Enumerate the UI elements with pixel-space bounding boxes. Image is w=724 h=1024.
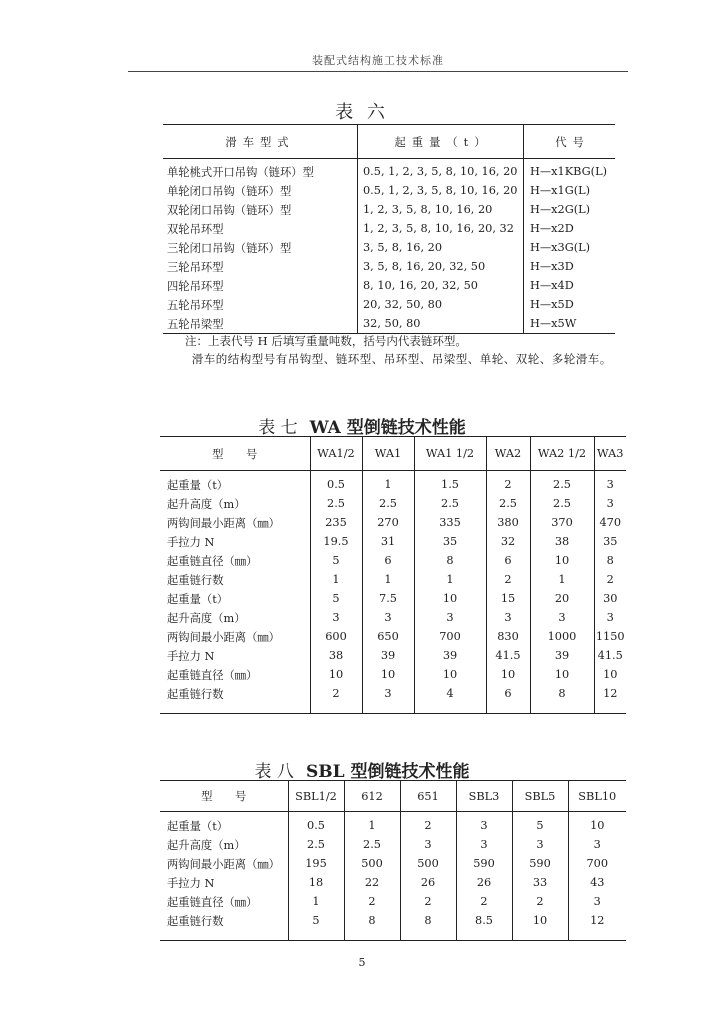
table6-cell: 1, 2, 3, 5, 8, 10, 16, 20, 32 (358, 219, 524, 238)
table7-cell: 2 (486, 570, 530, 589)
table7-cell: 6 (486, 684, 530, 714)
table7-cell: 38 (530, 532, 594, 551)
table7-header-row (160, 437, 626, 471)
table6-cell: 1, 2, 3, 5, 8, 10, 16, 20 (358, 200, 524, 219)
table6-cell: 单轮闭口吊钩（链环）型 (163, 181, 358, 200)
table8-cell: 3 (593, 895, 601, 908)
table7-cell: 0.5 (310, 471, 362, 495)
table7-cell: 3 (362, 684, 414, 714)
table8-title-main: SBL 型倒链技术性能 (305, 762, 470, 782)
table8-cell: 5 (288, 911, 344, 941)
table7-cell: 两钩间最小距离（㎜） (160, 627, 310, 646)
table6-row (163, 159, 615, 182)
table8-header-cell: SBL3 (456, 781, 512, 812)
table7-cell: 手拉力 N (160, 532, 310, 551)
table7-cell: 2.5 (530, 494, 594, 513)
table7-cell: 6 (486, 551, 530, 570)
table7-cell: 2 (486, 471, 530, 495)
table7-cell: 700 (414, 627, 486, 646)
table7-cell: 6 (362, 551, 414, 570)
table7-row (160, 608, 626, 627)
table7-title (0, 413, 724, 438)
table7-row (160, 513, 626, 532)
table6-header-row (163, 125, 615, 159)
table8-cell: 0.5 (288, 812, 344, 836)
table7-cell: 1 (362, 570, 414, 589)
table6-cell: 3, 5, 8, 16, 20, 32, 50 (358, 257, 524, 276)
table7-cell: 39 (530, 646, 594, 665)
table6-title: 表 六 (335, 102, 389, 123)
table8-cell: 12 (590, 914, 605, 927)
table6-row (163, 200, 615, 219)
table8-cell: 10 (590, 819, 605, 832)
table7-row (160, 532, 626, 551)
table8-cell: 起重链直径（㎜） (160, 892, 288, 911)
table8-header-row (160, 781, 626, 812)
table6-note: 注：上表代号 H 后填写重量吨数，括号内代表链环型。 (185, 334, 467, 348)
table8-cell: 2.5 (288, 835, 344, 854)
table6-cell: 0.5, 1, 2, 3, 5, 8, 10, 16, 20 (358, 159, 524, 182)
table7-cell: 39 (362, 646, 414, 665)
table8-header-cell: 612 (344, 781, 400, 812)
table7-cell: 3 (606, 611, 614, 624)
header-rule (128, 71, 628, 72)
table8-cell: 18 (288, 873, 344, 892)
table8-header-cell: 651 (400, 781, 456, 812)
table7-cell: 15 (486, 589, 530, 608)
table7-cell: 35 (603, 535, 618, 548)
table8-cell: 26 (456, 873, 512, 892)
running-header: 装配式结构施工技术标准 (312, 54, 444, 67)
table7-cell: 起重量（t） (160, 471, 310, 495)
table8-cell: 500 (400, 854, 456, 873)
table7-cell: 3 (310, 608, 362, 627)
table8-header-cell: 型 号 (160, 781, 288, 812)
table6-cell: H—x4D (530, 279, 574, 292)
table8-cell: 起重链行数 (160, 911, 288, 941)
table7-cell: 2.5 (486, 494, 530, 513)
table7-cell: 1 (310, 570, 362, 589)
table8-cell: 3 (593, 838, 601, 851)
table7-cell: 5 (310, 551, 362, 570)
table8-cell: 3 (400, 835, 456, 854)
table7-cell: 30 (603, 592, 618, 605)
table7-cell: 10 (310, 665, 362, 684)
table6-row (163, 276, 615, 295)
table8-cell: 2 (456, 892, 512, 911)
table7-cell: 32 (486, 532, 530, 551)
table8-header-cell: SBL5 (512, 781, 568, 812)
table6-cell: 三轮吊环型 (163, 257, 358, 276)
table7-cell: 起重链行数 (160, 570, 310, 589)
table7-header-cell: 型 号 (160, 437, 310, 471)
table6-cell: 20, 32, 50, 80 (358, 295, 524, 314)
table7-cell: 1.5 (414, 471, 486, 495)
table8 (160, 780, 626, 941)
table8-cell: 590 (456, 854, 512, 873)
table8-cell: 8.5 (456, 911, 512, 941)
table8-cell: 5 (512, 812, 568, 836)
table7-cell: 7.5 (362, 589, 414, 608)
table7-cell: 3 (606, 478, 614, 491)
table7-title-main: WA 型倒链技术性能 (309, 418, 466, 438)
table6-row (163, 295, 615, 314)
table7-cell: 600 (310, 627, 362, 646)
table7-cell: 2 (310, 684, 362, 714)
table8-title-prefix: 表 八 (254, 762, 294, 782)
table7-cell: 起重链直径（㎜） (160, 665, 310, 684)
table6-cell: H—x3D (530, 260, 574, 273)
table7-cell: 10 (530, 551, 594, 570)
table7-cell: 起重量（t） (160, 589, 310, 608)
table7-row (160, 570, 626, 589)
table6-cell: 三轮闭口吊钩（链环）型 (163, 238, 358, 257)
table7-header-cell: WA1 1/2 (414, 437, 486, 471)
table7-cell: 1 (362, 471, 414, 495)
table8-cell: 2 (400, 812, 456, 836)
table8-row (160, 873, 626, 892)
table8-cell: 26 (400, 873, 456, 892)
table7-title-prefix: 表 七 (258, 418, 298, 438)
table7-cell: 5 (310, 589, 362, 608)
table7-row (160, 494, 626, 513)
table8-cell: 起重量（t） (160, 812, 288, 836)
table6-cell: H—x5D (530, 298, 574, 311)
table6-cell: 五轮吊环型 (163, 295, 358, 314)
table8-cell: 2 (344, 892, 400, 911)
table7-cell: 35 (414, 532, 486, 551)
table8-cell: 590 (512, 854, 568, 873)
table7-cell: 8 (606, 554, 614, 567)
table7-cell: 10 (414, 665, 486, 684)
table6-header-cell: 代号 (524, 125, 616, 159)
table8-cell: 10 (512, 911, 568, 941)
table8-cell: 195 (288, 854, 344, 873)
table8-cell: 3 (456, 812, 512, 836)
table7-cell: 10 (486, 665, 530, 684)
table7-cell: 8 (414, 551, 486, 570)
table7-cell: 起重链直径（㎜） (160, 551, 310, 570)
table6-cell: 3, 5, 8, 16, 20 (358, 238, 524, 257)
table8-row (160, 911, 626, 941)
table8-row (160, 835, 626, 854)
table7-cell: 39 (414, 646, 486, 665)
table6-cell: H—x2G(L) (530, 203, 591, 216)
table8-cell: 起升高度（m） (160, 835, 288, 854)
table7-cell: 10 (362, 665, 414, 684)
table7-header-cell: WA2 1/2 (530, 437, 594, 471)
table6-header-cell: 滑车型式 (163, 125, 358, 159)
table7-cell: 10 (530, 665, 594, 684)
table8-cell: 43 (590, 876, 605, 889)
table7-cell: 12 (603, 687, 618, 700)
table7-cell: 起重链行数 (160, 684, 310, 714)
table6 (163, 124, 615, 334)
table7-cell: 270 (362, 513, 414, 532)
table8-header-cell: SBL1/2 (288, 781, 344, 812)
table7-header-cell: WA1/2 (310, 437, 362, 471)
table7-cell: 3 (606, 497, 614, 510)
table7-cell: 1000 (530, 627, 594, 646)
table7-cell: 10 (414, 589, 486, 608)
page-number: 5 (358, 956, 366, 969)
table7-cell: 手拉力 N (160, 646, 310, 665)
table8-cell: 33 (512, 873, 568, 892)
table7-cell: 380 (486, 513, 530, 532)
table7-cell: 2.5 (530, 471, 594, 495)
table6-cell: 四轮吊环型 (163, 276, 358, 295)
table7-cell: 2.5 (310, 494, 362, 513)
table7-cell: 起升高度（m） (160, 494, 310, 513)
table7-cell: 31 (362, 532, 414, 551)
table6-cell: 8, 10, 16, 20, 32, 50 (358, 276, 524, 295)
table7-row (160, 646, 626, 665)
table7-cell: 20 (530, 589, 594, 608)
table8-cell: 两钩间最小距离（㎜） (160, 854, 288, 873)
table7-cell: 650 (362, 627, 414, 646)
table8-title (0, 757, 724, 782)
table7-row (160, 684, 626, 714)
table6-cell: 双轮闭口吊钩（链环）型 (163, 200, 358, 219)
table7 (160, 436, 626, 714)
table6-header-cell: 起重量（t） (358, 125, 524, 159)
table8-cell: 手拉力 N (160, 873, 288, 892)
table7-cell: 3 (530, 608, 594, 627)
table7-cell: 470 (599, 516, 622, 529)
table7-cell: 370 (530, 513, 594, 532)
table7-header-cell: WA1 (362, 437, 414, 471)
table7-cell: 3 (362, 608, 414, 627)
table7-row (160, 551, 626, 570)
table7-row (160, 627, 626, 646)
table8-cell: 700 (586, 857, 609, 870)
table8-cell: 8 (344, 911, 400, 941)
table6-cell: 0.5, 1, 2, 3, 5, 8, 10, 16, 20 (358, 181, 524, 200)
table7-cell: 10 (603, 668, 618, 681)
table7-cell: 335 (414, 513, 486, 532)
table6-row (163, 238, 615, 257)
table8-header-cell: SBL10 (568, 781, 626, 812)
table6-cell: 五轮吊梁型 (163, 314, 358, 334)
table8-cell: 1 (344, 812, 400, 836)
table8-cell: 2.5 (344, 835, 400, 854)
table6-cell: 32, 50, 80 (358, 314, 524, 334)
table6-cell: 单轮桃式开口吊钩（链环）型 (163, 159, 358, 182)
table7-cell: 235 (310, 513, 362, 532)
table7-cell: 1 (414, 570, 486, 589)
table7-cell: 起升高度（m） (160, 608, 310, 627)
table6-row (163, 314, 615, 334)
table8-cell: 8 (400, 911, 456, 941)
table7-cell: 4 (414, 684, 486, 714)
table7-row (160, 665, 626, 684)
table7-cell: 830 (486, 627, 530, 646)
table8-cell: 2 (400, 892, 456, 911)
table6-row (163, 181, 615, 200)
table7-cell: 2.5 (362, 494, 414, 513)
table7-cell: 3 (486, 608, 530, 627)
table8-row (160, 892, 626, 911)
table8-cell: 2 (512, 892, 568, 911)
table7-cell: 两钩间最小距离（㎜） (160, 513, 310, 532)
table7-row (160, 589, 626, 608)
table6-cell: H—x1G(L) (530, 184, 591, 197)
table6-cell: 双轮吊环型 (163, 219, 358, 238)
table8-cell: 3 (512, 835, 568, 854)
table7-cell: 8 (530, 684, 594, 714)
table8-row (160, 854, 626, 873)
table7-cell: 19.5 (310, 532, 362, 551)
table7-cell: 2 (606, 573, 614, 586)
table6-cell: H—x2D (530, 222, 574, 235)
table6-cell: H—x5W (530, 317, 577, 330)
table7-header-cell: WA2 (486, 437, 530, 471)
table7-cell: 1150 (595, 630, 625, 643)
table6-row (163, 219, 615, 238)
table6-cell: H—x1KBG(L) (530, 165, 607, 178)
table7-cell: 2.5 (414, 494, 486, 513)
table7-cell: 41.5 (597, 649, 623, 662)
table7-header-cell: WA3 (594, 437, 626, 471)
table6-row (163, 257, 615, 276)
table7-row (160, 471, 626, 495)
table8-row (160, 812, 626, 836)
table8-cell: 1 (288, 892, 344, 911)
table6-cell: H—x3G(L) (530, 241, 591, 254)
table7-cell: 38 (310, 646, 362, 665)
table7-cell: 41.5 (486, 646, 530, 665)
table8-cell: 500 (344, 854, 400, 873)
table8-cell: 22 (344, 873, 400, 892)
body-paragraph: 滑车的结构型号有吊钩型、链环型、吊环型、吊梁型、单轮、双轮、多轮滑车。 (191, 352, 612, 366)
table8-cell: 3 (456, 835, 512, 854)
table7-cell: 3 (414, 608, 486, 627)
table7-cell: 1 (530, 570, 594, 589)
